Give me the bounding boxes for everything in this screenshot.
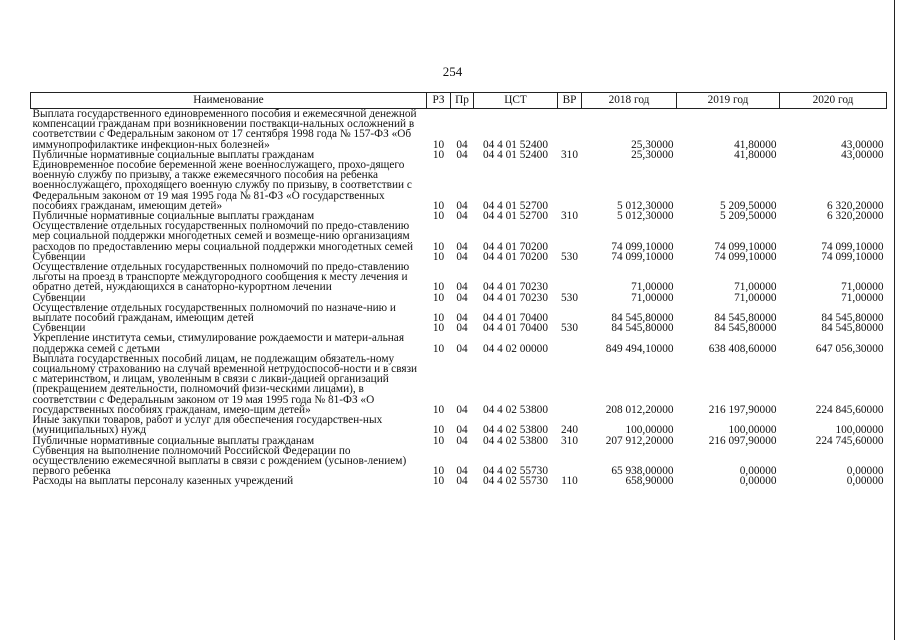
row-cst: 04 4 01 70200 bbox=[483, 240, 548, 253]
table-row bbox=[31, 160, 887, 211]
row-vr bbox=[558, 262, 582, 293]
header-cst: ЦСТ bbox=[474, 93, 558, 109]
row-2019: 216 097,90000 bbox=[708, 434, 777, 447]
table-row bbox=[31, 354, 887, 415]
row-vr: 310 bbox=[561, 148, 578, 161]
row-vr bbox=[558, 354, 582, 415]
row-vr bbox=[558, 109, 582, 150]
row-2020: 84 545,80000 bbox=[821, 312, 884, 325]
row-2019: 41,80000 bbox=[734, 138, 777, 151]
row-2020: 43,00000 bbox=[841, 148, 884, 161]
header-2018: 2018 год bbox=[582, 93, 677, 109]
row-cst: 04 4 01 52700 bbox=[483, 199, 548, 212]
row-2020: 224 745,60000 bbox=[815, 434, 884, 447]
row-rz: 10 bbox=[432, 465, 445, 478]
table-row bbox=[31, 333, 887, 353]
row-2020: 71,00000 bbox=[841, 291, 884, 304]
row-rz: 10 bbox=[432, 403, 445, 416]
row-rz: 10 bbox=[432, 240, 445, 253]
row-cst: 04 4 01 70200 bbox=[483, 250, 548, 263]
row-2018: 5 012,30000 bbox=[617, 199, 674, 212]
row-rz: 10 bbox=[432, 199, 445, 212]
row-rz: 10 bbox=[432, 148, 445, 161]
row-2020: 6 320,20000 bbox=[827, 210, 884, 223]
row-name: Публичные нормативные социальные выплаты гражданам bbox=[32, 148, 315, 161]
row-2020: 84 545,80000 bbox=[821, 322, 884, 335]
row-cst: 04 4 01 52700 bbox=[483, 210, 548, 223]
row-rz: 10 bbox=[432, 342, 445, 355]
page-edge-line bbox=[894, 0, 895, 640]
row-2019: 638 408,60000 bbox=[708, 342, 777, 355]
row-pr: 04 bbox=[456, 312, 468, 325]
row-pr: 04 bbox=[456, 465, 468, 478]
page-number: 254 bbox=[442, 64, 463, 79]
row-cst: 04 4 02 55730 bbox=[483, 475, 548, 488]
row-2018: 207 912,20000 bbox=[605, 434, 674, 447]
row-pr: 04 bbox=[456, 148, 468, 161]
row-cst: 04 4 01 70400 bbox=[483, 322, 548, 335]
row-pr: 04 bbox=[456, 475, 468, 488]
row-vr: 310 bbox=[561, 434, 578, 447]
row-2019: 216 197,90000 bbox=[708, 403, 777, 416]
row-pr: 04 bbox=[456, 138, 468, 151]
row-rz: 10 bbox=[432, 291, 445, 304]
row-pr: 04 bbox=[456, 210, 468, 223]
row-pr: 04 bbox=[456, 342, 468, 355]
row-name: Единовременное пособие беременной жене военнослужащего, прохо-дящего военную службу по призыву, а также ежемесячного пособия на ребенка военнослужащего, проходящего военную службу по призыву, в соответствии с Федеральным законом от 19 мая 1995 года № 81-ФЗ «О государственных пособиях гражданам, имеющим детей» bbox=[32, 159, 412, 212]
row-name: Субвенция на выполнение полномочий Российской Федерации по осуществлению ежемесячной выплаты в связи с рождением (усынов-лением) первого ребенка bbox=[32, 444, 407, 478]
row-2019: 100,00000 bbox=[728, 424, 777, 437]
row-vr: 530 bbox=[561, 250, 578, 263]
row-2018: 71,00000 bbox=[631, 291, 674, 304]
row-name: Выплата государственного единовременного пособия и ежемесячной денежной компенсации гражданам при возникновении поствакци-нальных осложнений в соответствии с Федеральным законом от 17 сентября 1998 года № 157-ФЗ «Об иммунопрофилактике инфекцион-ных болезней» bbox=[32, 108, 417, 151]
row-name: Осуществление отдельных государственных полномочий по предо-ставлению мер социальной поддержки многодетных семей и возмеще-нию организациям расходов по предоставлению меры социальной поддержки многодетных семей bbox=[32, 220, 414, 253]
row-cst: 04 4 01 70230 bbox=[483, 281, 548, 294]
row-2019: 5 209,50000 bbox=[720, 210, 777, 223]
row-2018: 74 099,10000 bbox=[611, 250, 674, 263]
row-cst: 04 4 01 70400 bbox=[483, 312, 548, 325]
header-vr: ВР bbox=[558, 93, 582, 109]
row-2018: 71,00000 bbox=[631, 281, 674, 294]
row-2018: 84 545,80000 bbox=[611, 322, 674, 335]
row-2020: 100,00000 bbox=[835, 424, 884, 437]
table-row bbox=[31, 262, 887, 293]
budget-table bbox=[30, 92, 887, 487]
table-row bbox=[31, 303, 887, 323]
row-vr bbox=[558, 160, 582, 211]
table-row bbox=[31, 221, 887, 252]
row-2018: 100,00000 bbox=[625, 424, 674, 437]
row-2019: 5 209,50000 bbox=[720, 199, 777, 212]
row-name: Выплата государственных пособий лицам, не подлежащим обязатель-ному социальному страхованию на случай временной нетрудоспособ-ности и в связи с материнством, и лицам, уволенным в связи с ликви-дацией организаций (прекращением деятельности, полномочий физи-ческими лицами), в соответствии с Федеральным законом от 19 мая 1995 года № 81-ФЗ «О государственных пособиях гражданам, имею-щим детей» bbox=[32, 352, 418, 416]
row-vr: 530 bbox=[561, 291, 578, 304]
table-row bbox=[31, 415, 887, 435]
row-2019: 0,00000 bbox=[739, 475, 777, 488]
row-2018: 849 494,10000 bbox=[605, 342, 674, 355]
row-2020: 43,00000 bbox=[841, 138, 884, 151]
row-name: Публичные нормативные социальные выплаты гражданам bbox=[32, 434, 315, 447]
row-rz: 10 bbox=[432, 475, 445, 488]
row-2018: 74 099,10000 bbox=[611, 240, 674, 253]
row-pr: 04 bbox=[456, 291, 468, 304]
header-name: Наименование bbox=[31, 93, 427, 109]
row-cst: 04 4 02 53800 bbox=[483, 424, 548, 437]
row-vr: 240 bbox=[561, 424, 578, 437]
header-pr: Пр bbox=[451, 93, 474, 109]
row-2018: 25,30000 bbox=[631, 148, 674, 161]
row-cst: 04 4 01 52400 bbox=[483, 148, 548, 161]
row-2018: 208 012,20000 bbox=[605, 403, 674, 416]
row-name: Субвенции bbox=[32, 250, 86, 263]
row-2019: 41,80000 bbox=[734, 148, 777, 161]
row-vr: 310 bbox=[561, 210, 578, 223]
row-pr: 04 bbox=[456, 281, 468, 294]
row-cst: 04 4 02 53800 bbox=[483, 403, 548, 416]
row-rz: 10 bbox=[432, 281, 445, 294]
row-vr: 110 bbox=[561, 475, 578, 488]
table-row bbox=[31, 446, 887, 477]
row-2018: 5 012,30000 bbox=[617, 210, 674, 223]
row-pr: 04 bbox=[456, 240, 468, 253]
header-2020: 2020 год bbox=[780, 93, 887, 109]
row-2018: 25,30000 bbox=[631, 138, 674, 151]
row-2019: 71,00000 bbox=[734, 291, 777, 304]
row-name: Публичные нормативные социальные выплаты гражданам bbox=[32, 210, 315, 223]
row-rz: 10 bbox=[432, 312, 445, 325]
table-row bbox=[31, 476, 887, 486]
row-vr: 530 bbox=[561, 322, 578, 335]
row-2019: 74 099,10000 bbox=[714, 250, 777, 263]
row-2019: 84 545,80000 bbox=[714, 322, 777, 335]
row-cst: 04 4 02 55730 bbox=[483, 465, 548, 478]
row-name: Осуществление отдельных государственных полномочий по назначе-нию и выплате пособий гражданам, имеющим детей bbox=[32, 301, 396, 325]
row-rz: 10 bbox=[432, 210, 445, 223]
row-vr bbox=[558, 221, 582, 252]
row-2020: 74 099,10000 bbox=[821, 250, 884, 263]
table-body bbox=[31, 109, 887, 487]
row-pr: 04 bbox=[456, 403, 468, 416]
row-2019: 84 545,80000 bbox=[714, 312, 777, 325]
row-rz: 10 bbox=[432, 434, 445, 447]
row-2020: 0,00000 bbox=[846, 465, 884, 478]
row-rz: 10 bbox=[432, 322, 445, 335]
row-cst: 04 4 02 00000 bbox=[483, 342, 548, 355]
row-name: Субвенции bbox=[32, 322, 86, 335]
row-2018: 84 545,80000 bbox=[611, 312, 674, 325]
row-2020: 74 099,10000 bbox=[821, 240, 884, 253]
row-2018: 65 938,00000 bbox=[611, 465, 674, 478]
row-pr: 04 bbox=[456, 322, 468, 335]
row-pr: 04 bbox=[456, 250, 468, 263]
row-name: Субвенции bbox=[32, 291, 86, 304]
row-rz: 10 bbox=[432, 424, 445, 437]
row-2018: 658,90000 bbox=[625, 475, 674, 488]
row-pr: 04 bbox=[456, 434, 468, 447]
row-2020: 71,00000 bbox=[841, 281, 884, 294]
row-pr: 04 bbox=[456, 424, 468, 437]
table-header-row bbox=[31, 93, 887, 109]
row-2019: 0,00000 bbox=[739, 465, 777, 478]
row-cst: 04 4 01 70230 bbox=[483, 291, 548, 304]
row-name: Укрепление института семьи, стимулирование рождаемости и матери-альная поддержка семей с детьми bbox=[32, 332, 405, 355]
row-rz: 10 bbox=[432, 250, 445, 263]
row-2020: 0,00000 bbox=[846, 475, 884, 488]
row-vr bbox=[558, 446, 582, 477]
row-rz: 10 bbox=[432, 138, 445, 151]
row-2020: 224 845,60000 bbox=[815, 403, 884, 416]
row-2019: 74 099,10000 bbox=[714, 240, 777, 253]
header-rz: РЗ bbox=[427, 93, 451, 109]
row-name: Иные закупки товаров, работ и услуг для обеспечения государствен-ных (муниципальных) нужд bbox=[32, 414, 383, 437]
row-2019: 71,00000 bbox=[734, 281, 777, 294]
row-name: Расходы на выплаты персоналу казенных учреждений bbox=[32, 475, 294, 488]
row-name: Осуществление отдельных государственных полномочий по предо-ставлению льготы на проезд в транспорте междугородного сообщения к месту лечения и обратно детей, нуждающихся в санаторно-курортном лечении bbox=[32, 261, 410, 294]
row-vr bbox=[558, 303, 582, 323]
row-cst: 04 4 01 52400 bbox=[483, 138, 548, 151]
row-2020: 6 320,20000 bbox=[827, 199, 884, 212]
row-2020: 647 056,30000 bbox=[815, 342, 884, 355]
row-cst: 04 4 02 53800 bbox=[483, 434, 548, 447]
row-vr bbox=[558, 333, 582, 353]
header-2019: 2019 год bbox=[677, 93, 780, 109]
row-pr: 04 bbox=[456, 199, 468, 212]
table-row bbox=[31, 109, 887, 150]
